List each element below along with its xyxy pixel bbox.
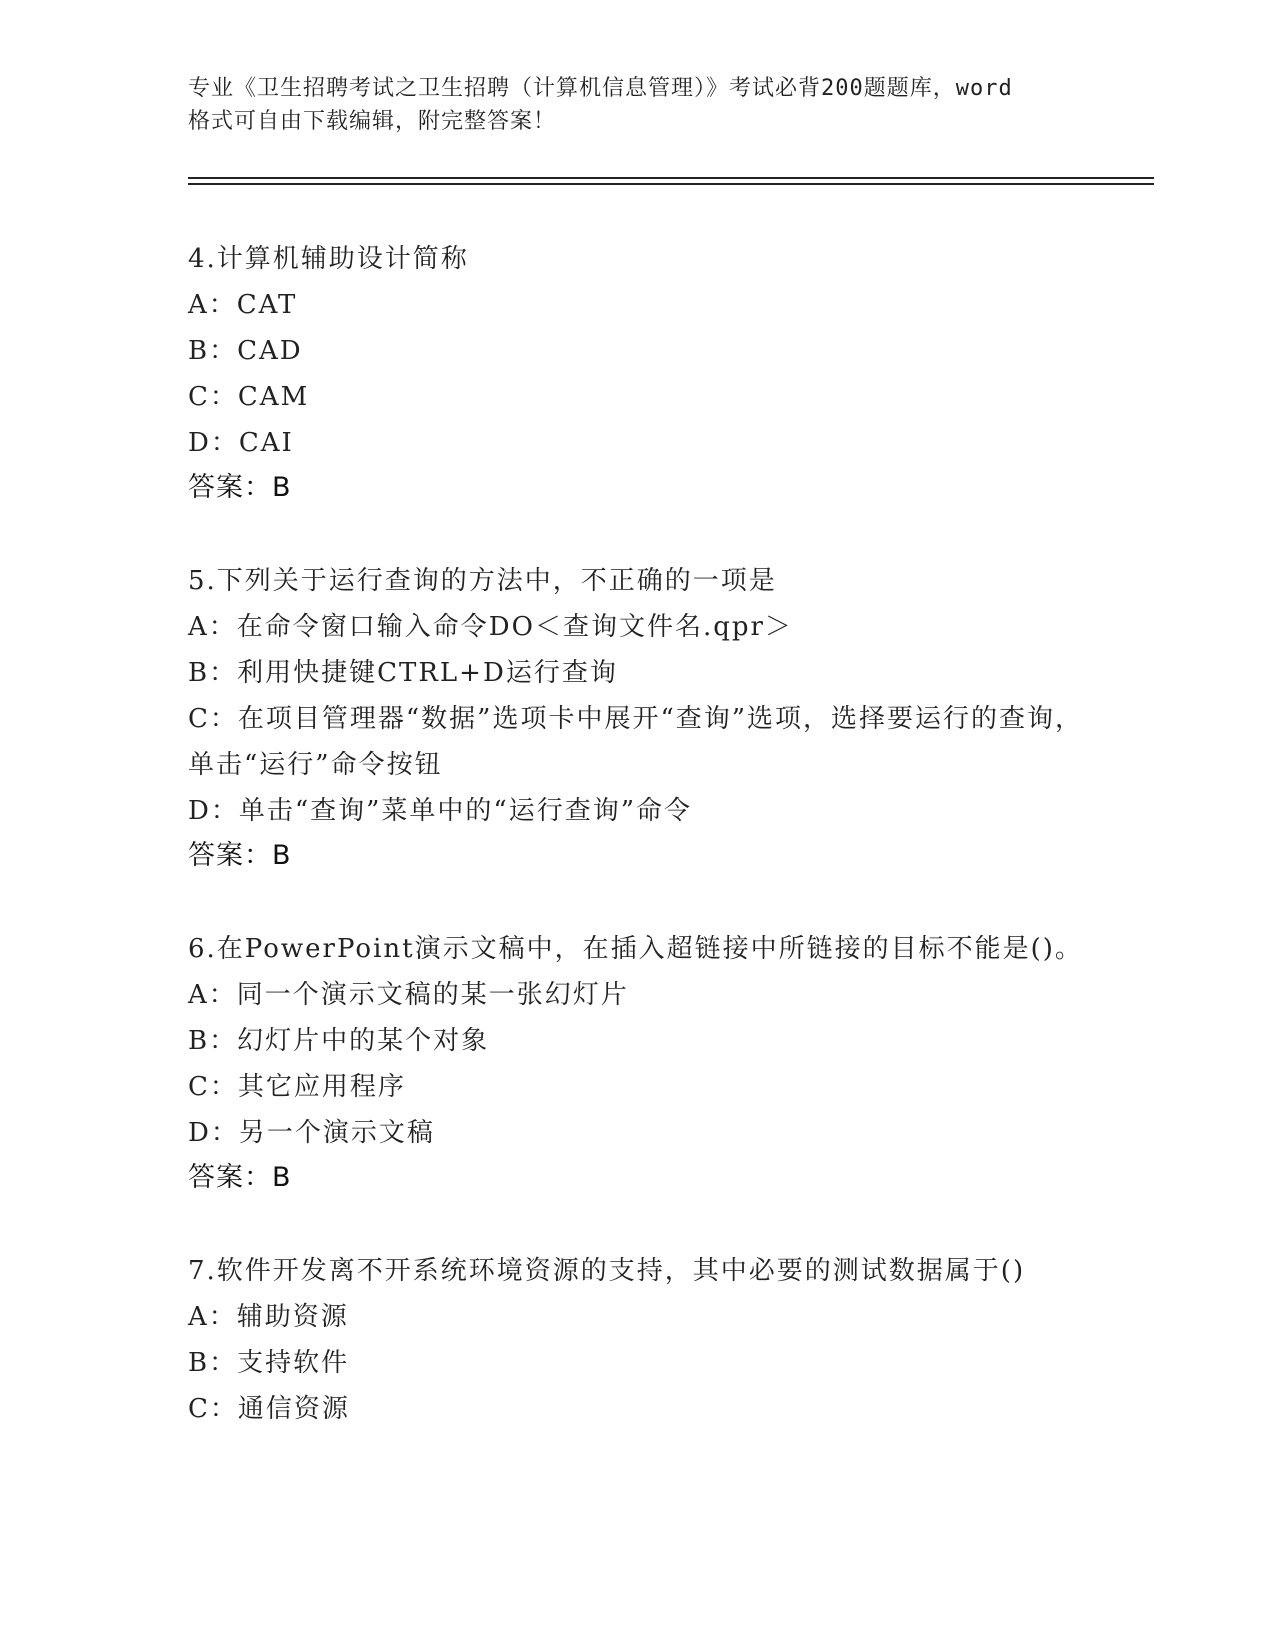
option-d: D：单击“查询”菜单中的“运行查询”命令 <box>188 796 693 826</box>
option-c: C：在项目管理器“数据”选项卡中展开“查询”选项，选择要运行的查询，单击“运行”命令按钮 <box>188 704 1084 780</box>
option-b: B：利用快捷键CTRL+D运行查询 <box>188 658 618 688</box>
answer-label: 答案：B <box>188 840 292 871</box>
question-stem: 6.在PowerPoint演示文稿中，在插入超链接中所链接的目标不能是()。 <box>188 934 1083 964</box>
answer-label: 答案：B <box>188 472 292 503</box>
option-a: A：同一个演示文稿的某一张幻灯片 <box>188 980 629 1010</box>
question-block <box>188 558 1088 878</box>
option-c: C：通信资源 <box>188 1394 350 1424</box>
header-divider-bottom <box>188 183 1154 185</box>
question-block <box>188 236 1088 510</box>
option-a: A：CAT <box>188 290 298 320</box>
option-b: B：CAD <box>188 336 303 366</box>
question-stem: 7.软件开发离不开系统环境资源的支持，其中必要的测试数据属于() <box>188 1256 1026 1286</box>
answer-label: 答案：B <box>188 1162 292 1193</box>
option-a: A：在命令窗口输入命令DO＜查询文件名.qpr＞ <box>188 612 793 642</box>
header-divider-top <box>188 177 1154 179</box>
question-stem: 5.下列关于运行查询的方法中，不正确的一项是 <box>188 566 777 596</box>
option-b: B：支持软件 <box>188 1348 350 1378</box>
option-c: C：其它应用程序 <box>188 1072 406 1102</box>
option-c: C：CAM <box>188 382 310 412</box>
question-block <box>188 926 1088 1200</box>
question-stem: 4.计算机辅助设计简称 <box>188 244 469 274</box>
question-list <box>188 236 1088 1480</box>
option-d: D：另一个演示文稿 <box>188 1118 435 1148</box>
option-d: D：CAI <box>188 428 294 458</box>
option-a: A：辅助资源 <box>188 1302 349 1332</box>
question-block <box>188 1248 1088 1432</box>
header-line-1: 专业《卫生招聘考试之卫生招聘（计算机信息管理）》考试必背200题题库，word <box>188 76 1013 101</box>
header-line-2: 格式可自由下载编辑，附完整答案！ <box>188 109 557 134</box>
document-header <box>188 72 1088 138</box>
option-b: B：幻灯片中的某个对象 <box>188 1026 490 1056</box>
